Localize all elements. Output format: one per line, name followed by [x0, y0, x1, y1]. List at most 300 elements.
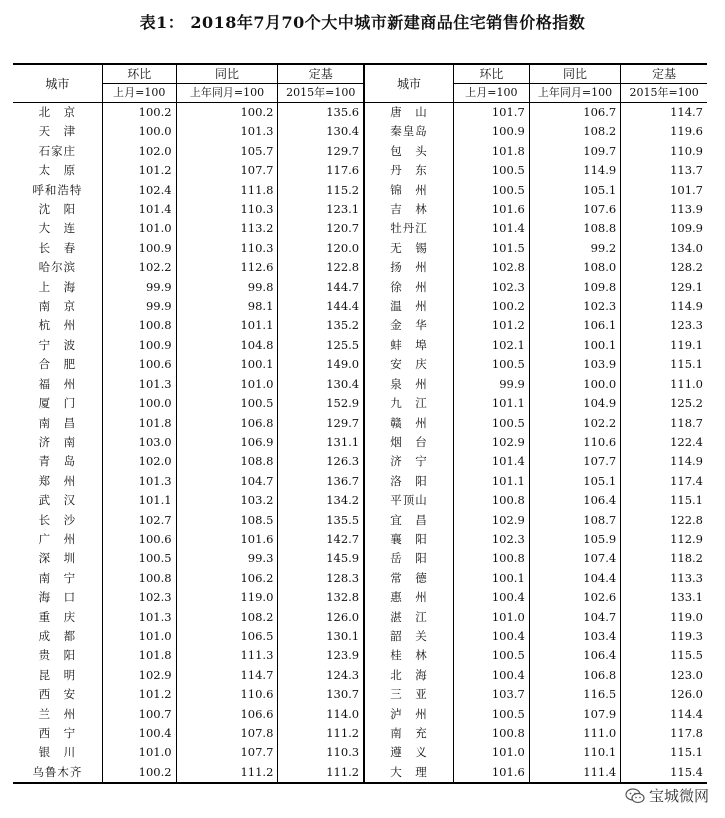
mom-cell-right: 101.6 — [453, 200, 529, 219]
fixed-cell-right: 122.4 — [621, 433, 707, 452]
city-cell-right: 岳 阳 — [364, 549, 453, 568]
fixed-cell: 149.0 — [278, 355, 364, 374]
fixed-cell-right: 110.9 — [621, 142, 707, 161]
yoy-cell-right: 106.4 — [529, 491, 620, 510]
city-cell-right: 金 华 — [364, 316, 453, 335]
mom-cell: 99.9 — [102, 297, 176, 316]
yoy-cell: 101.0 — [176, 375, 278, 394]
mom-cell-right: 101.1 — [453, 394, 529, 413]
mom-cell-right: 101.2 — [453, 316, 529, 335]
mom-cell-right: 101.1 — [453, 472, 529, 491]
yoy-cell: 106.8 — [176, 414, 278, 433]
fixed-cell-right: 118.7 — [621, 414, 707, 433]
fixed-cell-right: 119.1 — [621, 336, 707, 355]
yoy-cell: 101.3 — [176, 122, 278, 141]
yoy-cell-right: 105.1 — [529, 181, 620, 200]
mom-cell-right: 100.4 — [453, 588, 529, 607]
yoy-cell: 107.8 — [176, 724, 278, 743]
table-row — [13, 103, 707, 123]
mom-cell-right: 102.3 — [453, 530, 529, 549]
fixed-cell-right: 129.1 — [621, 278, 707, 297]
yoy-cell-right: 108.2 — [529, 122, 620, 141]
mom-cell-right: 100.5 — [453, 646, 529, 665]
city-cell: 郑 州 — [38, 473, 77, 488]
city-cell: 北 京 — [38, 105, 77, 119]
city-cell-right: 洛 阳 — [364, 472, 453, 491]
yoy-cell-right: 100.1 — [529, 336, 620, 355]
yoy-cell-right: 106.8 — [529, 666, 620, 685]
mom-cell-right: 100.2 — [453, 297, 529, 316]
city-cell: 南 宁 — [38, 570, 77, 585]
mom-cell: 101.4 — [102, 200, 176, 219]
city-cell: 大 连 — [38, 221, 77, 236]
city-cell-right: 济 宁 — [364, 452, 453, 471]
mom-cell: 100.0 — [102, 394, 176, 413]
fixed-cell: 130.4 — [278, 122, 364, 141]
yoy-header: 同比 — [176, 64, 278, 84]
yoy-cell: 101.6 — [176, 530, 278, 549]
mom-cell: 101.2 — [102, 685, 176, 704]
mom-cell: 102.4 — [102, 181, 176, 200]
mom-cell-right: 101.6 — [453, 763, 529, 783]
mom-cell: 101.1 — [102, 491, 176, 510]
mom-cell-right: 100.5 — [453, 355, 529, 374]
city-cell: 呼和浩特 — [32, 182, 83, 197]
fixed-cell: 124.3 — [278, 666, 364, 685]
table-body — [13, 103, 707, 784]
mom-cell: 100.8 — [102, 316, 176, 335]
fixed-cell-right: 113.3 — [621, 569, 707, 588]
yoy-cell-right: 102.2 — [529, 414, 620, 433]
yoy-cell: 103.2 — [176, 491, 278, 510]
mom-cell: 102.9 — [102, 666, 176, 685]
city-cell-right: 常 德 — [364, 569, 453, 588]
fixed-cell-right: 101.7 — [621, 181, 707, 200]
yoy-cell-right: 116.5 — [529, 685, 620, 704]
mom-cell-right: 101.5 — [453, 239, 529, 258]
table-row — [13, 724, 707, 743]
mom-cell-right: 102.3 — [453, 278, 529, 297]
table-row — [13, 569, 707, 588]
yoy-cell: 104.8 — [176, 336, 278, 355]
city-header: 城市 — [13, 64, 102, 103]
fixed-cell-right: 112.9 — [621, 530, 707, 549]
yoy-cell: 107.7 — [176, 743, 278, 762]
city-cell-right: 三 亚 — [364, 685, 453, 704]
yoy-cell-right: 107.6 — [529, 200, 620, 219]
table-row — [13, 200, 707, 219]
fixed-cell: 122.8 — [278, 258, 364, 277]
table-row — [13, 181, 707, 200]
yoy-base: 上年同月=100 — [176, 84, 278, 103]
yoy-cell: 101.1 — [176, 316, 278, 335]
mom-cell-right: 100.5 — [453, 414, 529, 433]
yoy-cell-right: 109.7 — [529, 142, 620, 161]
fixed-cell: 130.4 — [278, 375, 364, 394]
city-cell-right: 湛 江 — [364, 608, 453, 627]
fixed-cell-right: 117.4 — [621, 472, 707, 491]
fixed-cell: 135.5 — [278, 511, 364, 530]
city-cell: 厦 门 — [38, 396, 77, 411]
city-cell-right: 包 头 — [364, 142, 453, 161]
mom-cell-right: 100.5 — [453, 705, 529, 724]
table-row — [13, 549, 707, 568]
fixed-cell: 145.9 — [278, 549, 364, 568]
city-header-right: 城市 — [364, 64, 453, 103]
yoy-cell-right: 108.7 — [529, 511, 620, 530]
mom-cell: 100.0 — [102, 122, 176, 141]
city-cell-right: 唐 山 — [364, 103, 453, 123]
mom-cell: 100.9 — [102, 239, 176, 258]
yoy-cell-right: 108.0 — [529, 258, 620, 277]
fixed-cell-right: 123.0 — [621, 666, 707, 685]
fixed-cell: 130.7 — [278, 685, 364, 704]
fixed-cell-right: 114.7 — [621, 103, 707, 123]
mom-cell: 101.2 — [102, 161, 176, 180]
fixed-cell-right: 113.9 — [621, 200, 707, 219]
yoy-cell: 106.5 — [176, 627, 278, 646]
fixed-cell: 120.7 — [278, 219, 364, 238]
fixed-cell: 135.6 — [278, 103, 364, 123]
mom-cell: 101.8 — [102, 646, 176, 665]
city-cell-right: 锦 州 — [364, 181, 453, 200]
city-cell-right: 温 州 — [364, 297, 453, 316]
yoy-cell-right: 106.4 — [529, 646, 620, 665]
fixed-cell: 117.6 — [278, 161, 364, 180]
fixed-cell: 123.9 — [278, 646, 364, 665]
city-cell: 上 海 — [38, 279, 77, 294]
yoy-cell: 108.8 — [176, 452, 278, 471]
yoy-cell: 110.6 — [176, 685, 278, 704]
table-row — [13, 472, 707, 491]
table-row — [13, 258, 707, 277]
table-row — [13, 452, 707, 471]
table-row — [13, 608, 707, 627]
yoy-cell: 119.0 — [176, 588, 278, 607]
yoy-cell: 108.5 — [176, 511, 278, 530]
table-row — [13, 705, 707, 724]
city-cell-right: 大 理 — [364, 763, 453, 783]
city-cell-right: 遵 义 — [364, 743, 453, 762]
fixed-cell: 152.9 — [278, 394, 364, 413]
fixed-cell-right: 128.2 — [621, 258, 707, 277]
city-cell: 宁 波 — [38, 337, 77, 352]
table-row — [13, 743, 707, 762]
city-cell-right: 韶 关 — [364, 627, 453, 646]
fixed-cell-right: 119.3 — [621, 627, 707, 646]
yoy-cell: 98.1 — [176, 297, 278, 316]
city-cell: 合 肥 — [38, 357, 77, 372]
mom-cell-right: 100.8 — [453, 549, 529, 568]
mom-cell: 101.8 — [102, 414, 176, 433]
city-cell: 天 津 — [38, 124, 77, 139]
fixed-cell: 123.1 — [278, 200, 364, 219]
yoy-cell-right: 106.7 — [529, 103, 620, 123]
yoy-cell-right: 105.9 — [529, 530, 620, 549]
fixed-cell: 110.3 — [278, 743, 364, 762]
yoy-cell: 114.7 — [176, 666, 278, 685]
city-cell-right: 泸 州 — [364, 705, 453, 724]
watermark-text: 宝城微网 — [648, 787, 709, 805]
city-cell: 武 汉 — [38, 493, 77, 508]
table-row — [13, 530, 707, 549]
city-cell: 贵 阳 — [38, 648, 77, 663]
fixed-cell-right: 125.2 — [621, 394, 707, 413]
yoy-cell-right: 102.6 — [529, 588, 620, 607]
city-cell-right: 平顶山 — [364, 491, 453, 510]
yoy-cell: 107.7 — [176, 161, 278, 180]
yoy-cell-right: 100.0 — [529, 375, 620, 394]
mom-cell-right: 101.0 — [453, 743, 529, 762]
city-cell: 西 安 — [38, 687, 77, 702]
fixed-cell-right: 114.4 — [621, 705, 707, 724]
table-row — [13, 491, 707, 510]
mom-cell: 101.3 — [102, 472, 176, 491]
city-cell: 青 岛 — [38, 454, 77, 469]
city-cell: 昆 明 — [38, 667, 77, 682]
yoy-cell-right: 107.7 — [529, 452, 620, 471]
city-cell-right: 九 江 — [364, 394, 453, 413]
city-cell: 长 沙 — [38, 512, 77, 527]
city-cell-right: 泉 州 — [364, 375, 453, 394]
fixed-cell: 129.7 — [278, 414, 364, 433]
fixed-cell-right: 109.9 — [621, 219, 707, 238]
city-cell: 成 都 — [38, 628, 77, 643]
mom-cell-right: 101.0 — [453, 608, 529, 627]
city-cell-right: 牡丹江 — [364, 219, 453, 238]
yoy-cell: 111.8 — [176, 181, 278, 200]
table-row — [13, 394, 707, 413]
mom-cell-right: 100.4 — [453, 627, 529, 646]
city-cell: 海 口 — [38, 590, 77, 605]
yoy-cell-right: 110.1 — [529, 743, 620, 762]
mom-cell-right: 101.4 — [453, 452, 529, 471]
fixed-cell-right: 115.1 — [621, 355, 707, 374]
yoy-cell-right: 114.9 — [529, 161, 620, 180]
mom-cell-right: 100.5 — [453, 161, 529, 180]
mom-cell-right: 100.4 — [453, 666, 529, 685]
city-cell-right: 丹 东 — [364, 161, 453, 180]
yoy-cell-right: 107.4 — [529, 549, 620, 568]
mom-cell-right: 100.8 — [453, 724, 529, 743]
price-index-table — [13, 63, 707, 784]
fixed-cell-right: 134.0 — [621, 239, 707, 258]
table-row — [13, 763, 707, 783]
page-title: 表1： 2018年7月70个大中城市新建商品住宅销售价格指数 — [139, 13, 586, 32]
watermark — [625, 785, 709, 806]
mom-cell-right: 102.9 — [453, 433, 529, 452]
mom-cell: 100.6 — [102, 355, 176, 374]
yoy-cell-right: 110.6 — [529, 433, 620, 452]
table-row — [13, 122, 707, 141]
fixed-cell-right: 111.0 — [621, 375, 707, 394]
mom-cell: 100.4 — [102, 724, 176, 743]
city-cell: 石家庄 — [38, 143, 77, 158]
mom-cell: 102.0 — [102, 452, 176, 471]
table-row — [13, 414, 707, 433]
yoy-cell: 110.3 — [176, 200, 278, 219]
table-row — [13, 336, 707, 355]
city-cell-right: 宜 昌 — [364, 511, 453, 530]
yoy-cell: 99.3 — [176, 549, 278, 568]
city-cell-right: 扬 州 — [364, 258, 453, 277]
city-cell-right: 安 庆 — [364, 355, 453, 374]
fixed-cell-right: 123.3 — [621, 316, 707, 335]
yoy-header-right: 同比 — [529, 64, 620, 84]
yoy-cell: 106.2 — [176, 569, 278, 588]
fixed-cell-right: 114.9 — [621, 297, 707, 316]
fixed-cell: 120.0 — [278, 239, 364, 258]
city-cell-right: 南 充 — [364, 724, 453, 743]
mom-cell-right: 101.7 — [453, 103, 529, 123]
mom-cell: 101.3 — [102, 608, 176, 627]
city-cell: 太 原 — [38, 163, 77, 178]
fixed-cell-right: 119.6 — [621, 122, 707, 141]
mom-cell-right: 102.8 — [453, 258, 529, 277]
table-header — [13, 64, 707, 103]
mom-cell: 100.8 — [102, 569, 176, 588]
mom-cell-right: 100.5 — [453, 181, 529, 200]
city-cell: 南 昌 — [38, 415, 77, 430]
city-cell: 乌鲁木齐 — [13, 763, 102, 783]
mom-cell: 100.6 — [102, 530, 176, 549]
fixed-cell: 144.7 — [278, 278, 364, 297]
fixed-cell: 130.1 — [278, 627, 364, 646]
yoy-cell-right: 109.8 — [529, 278, 620, 297]
city-cell: 济 南 — [38, 434, 77, 449]
city-cell-right: 烟 台 — [364, 433, 453, 452]
fixed-base-right: 2015年=100 — [621, 84, 707, 103]
fixed-cell-right: 115.4 — [621, 763, 707, 783]
mom-cell: 102.7 — [102, 511, 176, 530]
yoy-cell: 112.6 — [176, 258, 278, 277]
mom-header: 环比 — [102, 64, 176, 84]
city-cell: 杭 州 — [38, 318, 77, 333]
table-row — [13, 278, 707, 297]
yoy-cell-right: 103.9 — [529, 355, 620, 374]
table-row — [13, 433, 707, 452]
yoy-cell: 100.1 — [176, 355, 278, 374]
fixed-cell: 134.2 — [278, 491, 364, 510]
mom-cell: 101.0 — [102, 743, 176, 762]
mom-cell-right: 100.8 — [453, 491, 529, 510]
city-cell: 长 春 — [38, 240, 77, 255]
fixed-cell: 115.2 — [278, 181, 364, 200]
yoy-cell-right: 111.0 — [529, 724, 620, 743]
fixed-header-right: 定基 — [621, 64, 707, 84]
city-cell-right: 徐 州 — [364, 278, 453, 297]
mom-header-right: 环比 — [453, 64, 529, 84]
table-row — [13, 588, 707, 607]
table-row — [13, 239, 707, 258]
mom-cell-right: 100.9 — [453, 122, 529, 141]
city-cell-right: 秦皇岛 — [364, 122, 453, 141]
mom-cell: 101.3 — [102, 375, 176, 394]
fixed-cell: 132.8 — [278, 588, 364, 607]
city-cell-right: 蚌 埠 — [364, 336, 453, 355]
mom-cell: 101.0 — [102, 219, 176, 238]
fixed-cell: 126.3 — [278, 452, 364, 471]
fixed-cell: 125.5 — [278, 336, 364, 355]
mom-cell-right: 100.1 — [453, 569, 529, 588]
yoy-cell: 111.2 — [176, 763, 278, 783]
city-cell: 银 川 — [38, 745, 77, 760]
table-row — [13, 627, 707, 646]
fixed-cell: 142.7 — [278, 530, 364, 549]
city-cell: 西 宁 — [38, 726, 77, 740]
fixed-cell-right: 118.2 — [621, 549, 707, 568]
mom-cell: 101.0 — [102, 627, 176, 646]
fixed-cell: 129.7 — [278, 142, 364, 161]
table-row — [13, 685, 707, 704]
fixed-cell-right: 113.7 — [621, 161, 707, 180]
fixed-cell-right: 114.9 — [621, 452, 707, 471]
yoy-cell: 110.3 — [176, 239, 278, 258]
table-row — [13, 316, 707, 335]
yoy-cell-right: 105.1 — [529, 472, 620, 491]
mom-cell: 99.9 — [102, 278, 176, 297]
table-row — [13, 355, 707, 374]
yoy-cell: 104.7 — [176, 472, 278, 491]
yoy-cell-right: 108.8 — [529, 219, 620, 238]
yoy-cell-right: 106.1 — [529, 316, 620, 335]
city-cell: 沈 阳 — [38, 202, 77, 217]
yoy-cell-right: 102.3 — [529, 297, 620, 316]
mom-base: 上月=100 — [102, 84, 176, 103]
fixed-cell: 111.2 — [278, 763, 364, 783]
yoy-cell-right: 99.2 — [529, 239, 620, 258]
table-row — [13, 297, 707, 316]
city-cell: 福 州 — [38, 376, 77, 391]
yoy-cell: 105.7 — [176, 142, 278, 161]
mom-cell-right: 102.1 — [453, 336, 529, 355]
city-cell: 兰 州 — [38, 706, 77, 721]
yoy-cell-right: 111.4 — [529, 763, 620, 783]
city-cell-right: 惠 州 — [364, 588, 453, 607]
yoy-cell-right: 103.4 — [529, 627, 620, 646]
fixed-cell-right: 133.1 — [621, 588, 707, 607]
yoy-cell: 111.3 — [176, 646, 278, 665]
city-cell-right: 赣 州 — [364, 414, 453, 433]
city-cell: 广 州 — [38, 531, 77, 546]
yoy-cell: 106.6 — [176, 705, 278, 724]
city-cell-right: 吉 林 — [364, 200, 453, 219]
table-row — [13, 666, 707, 685]
city-cell-right: 桂 林 — [364, 646, 453, 665]
yoy-base-right: 上年同月=100 — [529, 84, 620, 103]
yoy-cell: 108.2 — [176, 608, 278, 627]
fixed-cell: 135.2 — [278, 316, 364, 335]
fixed-cell-right: 122.8 — [621, 511, 707, 530]
fixed-cell-right: 115.1 — [621, 743, 707, 762]
fixed-cell: 111.2 — [278, 724, 364, 743]
wechat-icon — [625, 788, 645, 804]
fixed-cell: 136.7 — [278, 472, 364, 491]
mom-cell: 100.5 — [102, 549, 176, 568]
table-row — [13, 161, 707, 180]
fixed-header: 定基 — [278, 64, 364, 84]
fixed-base: 2015年=100 — [278, 84, 364, 103]
city-cell-right: 无 锡 — [364, 239, 453, 258]
yoy-cell: 99.8 — [176, 278, 278, 297]
fixed-cell: 131.1 — [278, 433, 364, 452]
table-row — [13, 375, 707, 394]
yoy-cell: 113.2 — [176, 219, 278, 238]
yoy-cell: 100.5 — [176, 394, 278, 413]
mom-cell: 102.2 — [102, 258, 176, 277]
table-row — [13, 646, 707, 665]
mom-cell-right: 99.9 — [453, 375, 529, 394]
